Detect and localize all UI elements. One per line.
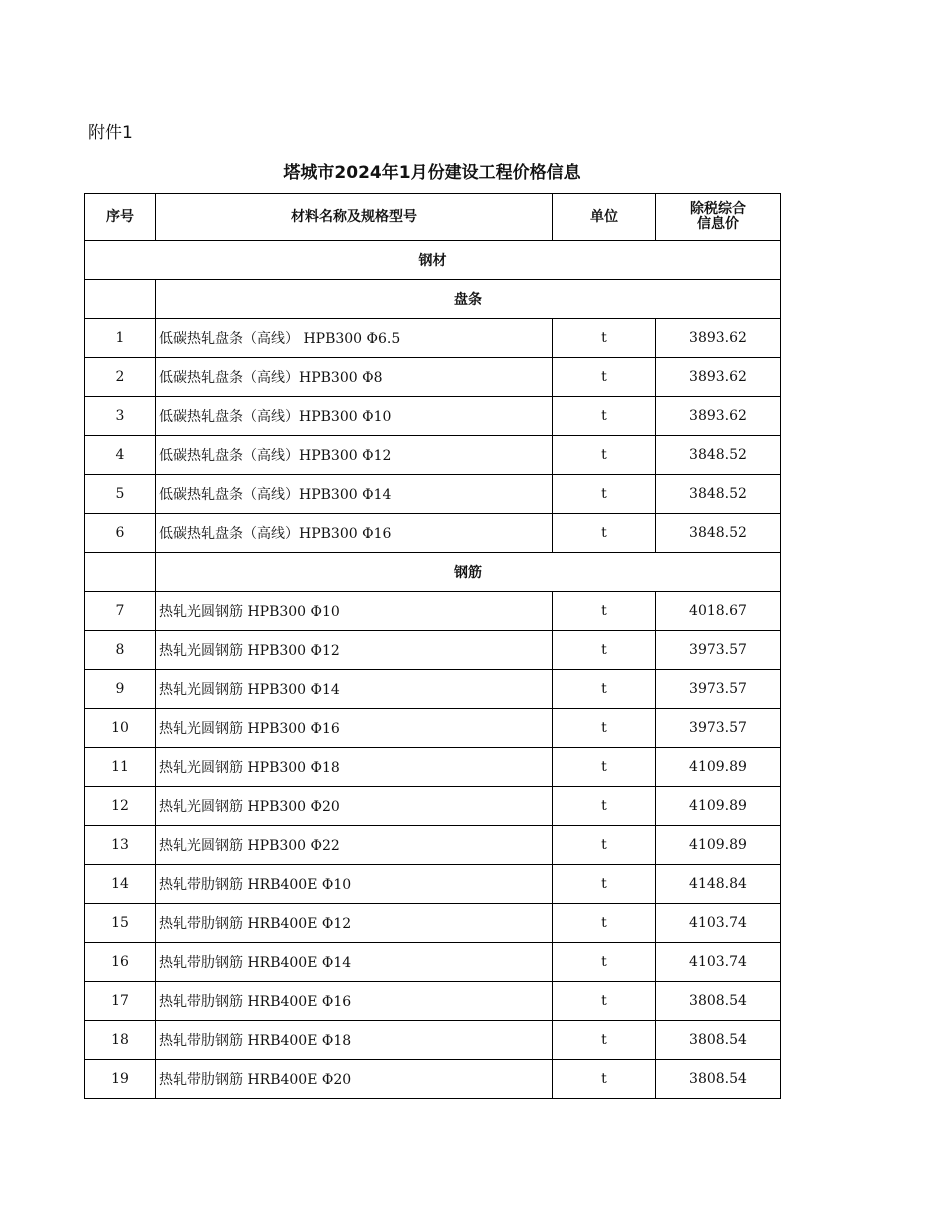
row-price: 3893.62 — [656, 319, 781, 358]
row-price: 3808.54 — [656, 1060, 781, 1099]
row-price: 4109.89 — [656, 826, 781, 865]
row-no: 1 — [85, 319, 156, 358]
table-row — [85, 982, 781, 1021]
row-price: 3808.54 — [656, 982, 781, 1021]
subsection-no-cell — [85, 280, 156, 319]
row-price: 4103.74 — [656, 943, 781, 982]
header-price-line1: 除税综合 — [690, 201, 746, 217]
row-unit: t — [553, 319, 656, 358]
row-price: 4018.67 — [656, 592, 781, 631]
table-row — [85, 709, 781, 748]
row-unit: t — [553, 631, 656, 670]
row-unit: t — [553, 826, 656, 865]
row-name: 热轧光圆钢筋 HPB300 Φ20 — [156, 787, 553, 826]
row-no: 12 — [85, 787, 156, 826]
table-row — [85, 904, 781, 943]
row-name: 热轧带肋钢筋 HRB400E Φ18 — [156, 1021, 553, 1060]
row-unit: t — [553, 982, 656, 1021]
header-price-line2: 信息价 — [697, 216, 739, 232]
row-name: 低碳热轧盘条（高线）HPB300 Φ12 — [156, 436, 553, 475]
row-name: 热轧带肋钢筋 HRB400E Φ16 — [156, 982, 553, 1021]
table-row — [85, 865, 781, 904]
row-no: 8 — [85, 631, 156, 670]
table-row — [85, 631, 781, 670]
row-no: 6 — [85, 514, 156, 553]
row-name: 低碳热轧盘条（高线）HPB300 Φ10 — [156, 397, 553, 436]
table-row — [85, 358, 781, 397]
table-row — [85, 514, 781, 553]
table-row — [85, 592, 781, 631]
row-name: 热轧光圆钢筋 HPB300 Φ14 — [156, 670, 553, 709]
row-unit: t — [553, 904, 656, 943]
attachment-label: 附件1 — [88, 123, 133, 143]
table-row — [85, 1060, 781, 1099]
row-name: 热轧光圆钢筋 HPB300 Φ18 — [156, 748, 553, 787]
row-unit: t — [553, 475, 656, 514]
header-row — [85, 194, 781, 241]
row-no: 10 — [85, 709, 156, 748]
row-unit: t — [553, 943, 656, 982]
subsection-row — [85, 553, 781, 592]
row-name: 热轧带肋钢筋 HRB400E Φ10 — [156, 865, 553, 904]
row-unit: t — [553, 397, 656, 436]
table-row — [85, 670, 781, 709]
row-unit: t — [553, 358, 656, 397]
row-name: 热轧带肋钢筋 HRB400E Φ20 — [156, 1060, 553, 1099]
header-no: 序号 — [85, 194, 156, 241]
subsection-row — [85, 280, 781, 319]
row-name: 低碳热轧盘条（高线） HPB300 Φ6.5 — [156, 319, 553, 358]
row-no: 14 — [85, 865, 156, 904]
table-row — [85, 397, 781, 436]
table-row — [85, 475, 781, 514]
category-label: 钢材 — [85, 241, 781, 280]
row-name: 热轧带肋钢筋 HRB400E Φ12 — [156, 904, 553, 943]
row-no: 9 — [85, 670, 156, 709]
row-no: 18 — [85, 1021, 156, 1060]
row-no: 13 — [85, 826, 156, 865]
row-name: 低碳热轧盘条（高线）HPB300 Φ14 — [156, 475, 553, 514]
row-unit: t — [553, 748, 656, 787]
price-table — [84, 193, 781, 1099]
row-name: 热轧光圆钢筋 HPB300 Φ10 — [156, 592, 553, 631]
table-row — [85, 943, 781, 982]
row-name: 热轧带肋钢筋 HRB400E Φ14 — [156, 943, 553, 982]
row-price: 4109.89 — [656, 748, 781, 787]
table-row — [85, 748, 781, 787]
table-row — [85, 1021, 781, 1060]
row-price: 3808.54 — [656, 1021, 781, 1060]
row-price: 3893.62 — [656, 397, 781, 436]
row-price: 3973.57 — [656, 709, 781, 748]
row-price: 3848.52 — [656, 514, 781, 553]
header-name: 材料名称及规格型号 — [156, 194, 553, 241]
row-no: 17 — [85, 982, 156, 1021]
row-unit: t — [553, 709, 656, 748]
table-row — [85, 787, 781, 826]
row-price: 3973.57 — [656, 670, 781, 709]
row-name: 热轧光圆钢筋 HPB300 Φ22 — [156, 826, 553, 865]
row-unit: t — [553, 865, 656, 904]
row-unit: t — [553, 1060, 656, 1099]
category-row — [85, 241, 781, 280]
row-unit: t — [553, 436, 656, 475]
row-no: 7 — [85, 592, 156, 631]
row-no: 11 — [85, 748, 156, 787]
row-no: 15 — [85, 904, 156, 943]
subsection-title: 钢筋 — [156, 553, 781, 592]
header-price — [656, 194, 781, 241]
row-unit: t — [553, 787, 656, 826]
row-name: 低碳热轧盘条（高线）HPB300 Φ8 — [156, 358, 553, 397]
row-no: 19 — [85, 1060, 156, 1099]
row-no: 3 — [85, 397, 156, 436]
row-unit: t — [553, 592, 656, 631]
row-price: 3893.62 — [656, 358, 781, 397]
page-title: 塔城市2024年1月份建设工程价格信息 — [283, 163, 581, 183]
table-row — [85, 319, 781, 358]
table-row — [85, 436, 781, 475]
row-price: 3848.52 — [656, 436, 781, 475]
row-unit: t — [553, 1021, 656, 1060]
row-unit: t — [553, 514, 656, 553]
subsection-title: 盘条 — [156, 280, 781, 319]
row-name: 热轧光圆钢筋 HPB300 Φ12 — [156, 631, 553, 670]
row-price: 3973.57 — [656, 631, 781, 670]
row-name: 低碳热轧盘条（高线）HPB300 Φ16 — [156, 514, 553, 553]
row-no: 5 — [85, 475, 156, 514]
row-price: 4148.84 — [656, 865, 781, 904]
row-price: 4103.74 — [656, 904, 781, 943]
row-no: 2 — [85, 358, 156, 397]
header-unit: 单位 — [553, 194, 656, 241]
row-name: 热轧光圆钢筋 HPB300 Φ16 — [156, 709, 553, 748]
row-price: 3848.52 — [656, 475, 781, 514]
row-price: 4109.89 — [656, 787, 781, 826]
table-row — [85, 826, 781, 865]
row-no: 4 — [85, 436, 156, 475]
subsection-no-cell — [85, 553, 156, 592]
row-no: 16 — [85, 943, 156, 982]
row-unit: t — [553, 670, 656, 709]
